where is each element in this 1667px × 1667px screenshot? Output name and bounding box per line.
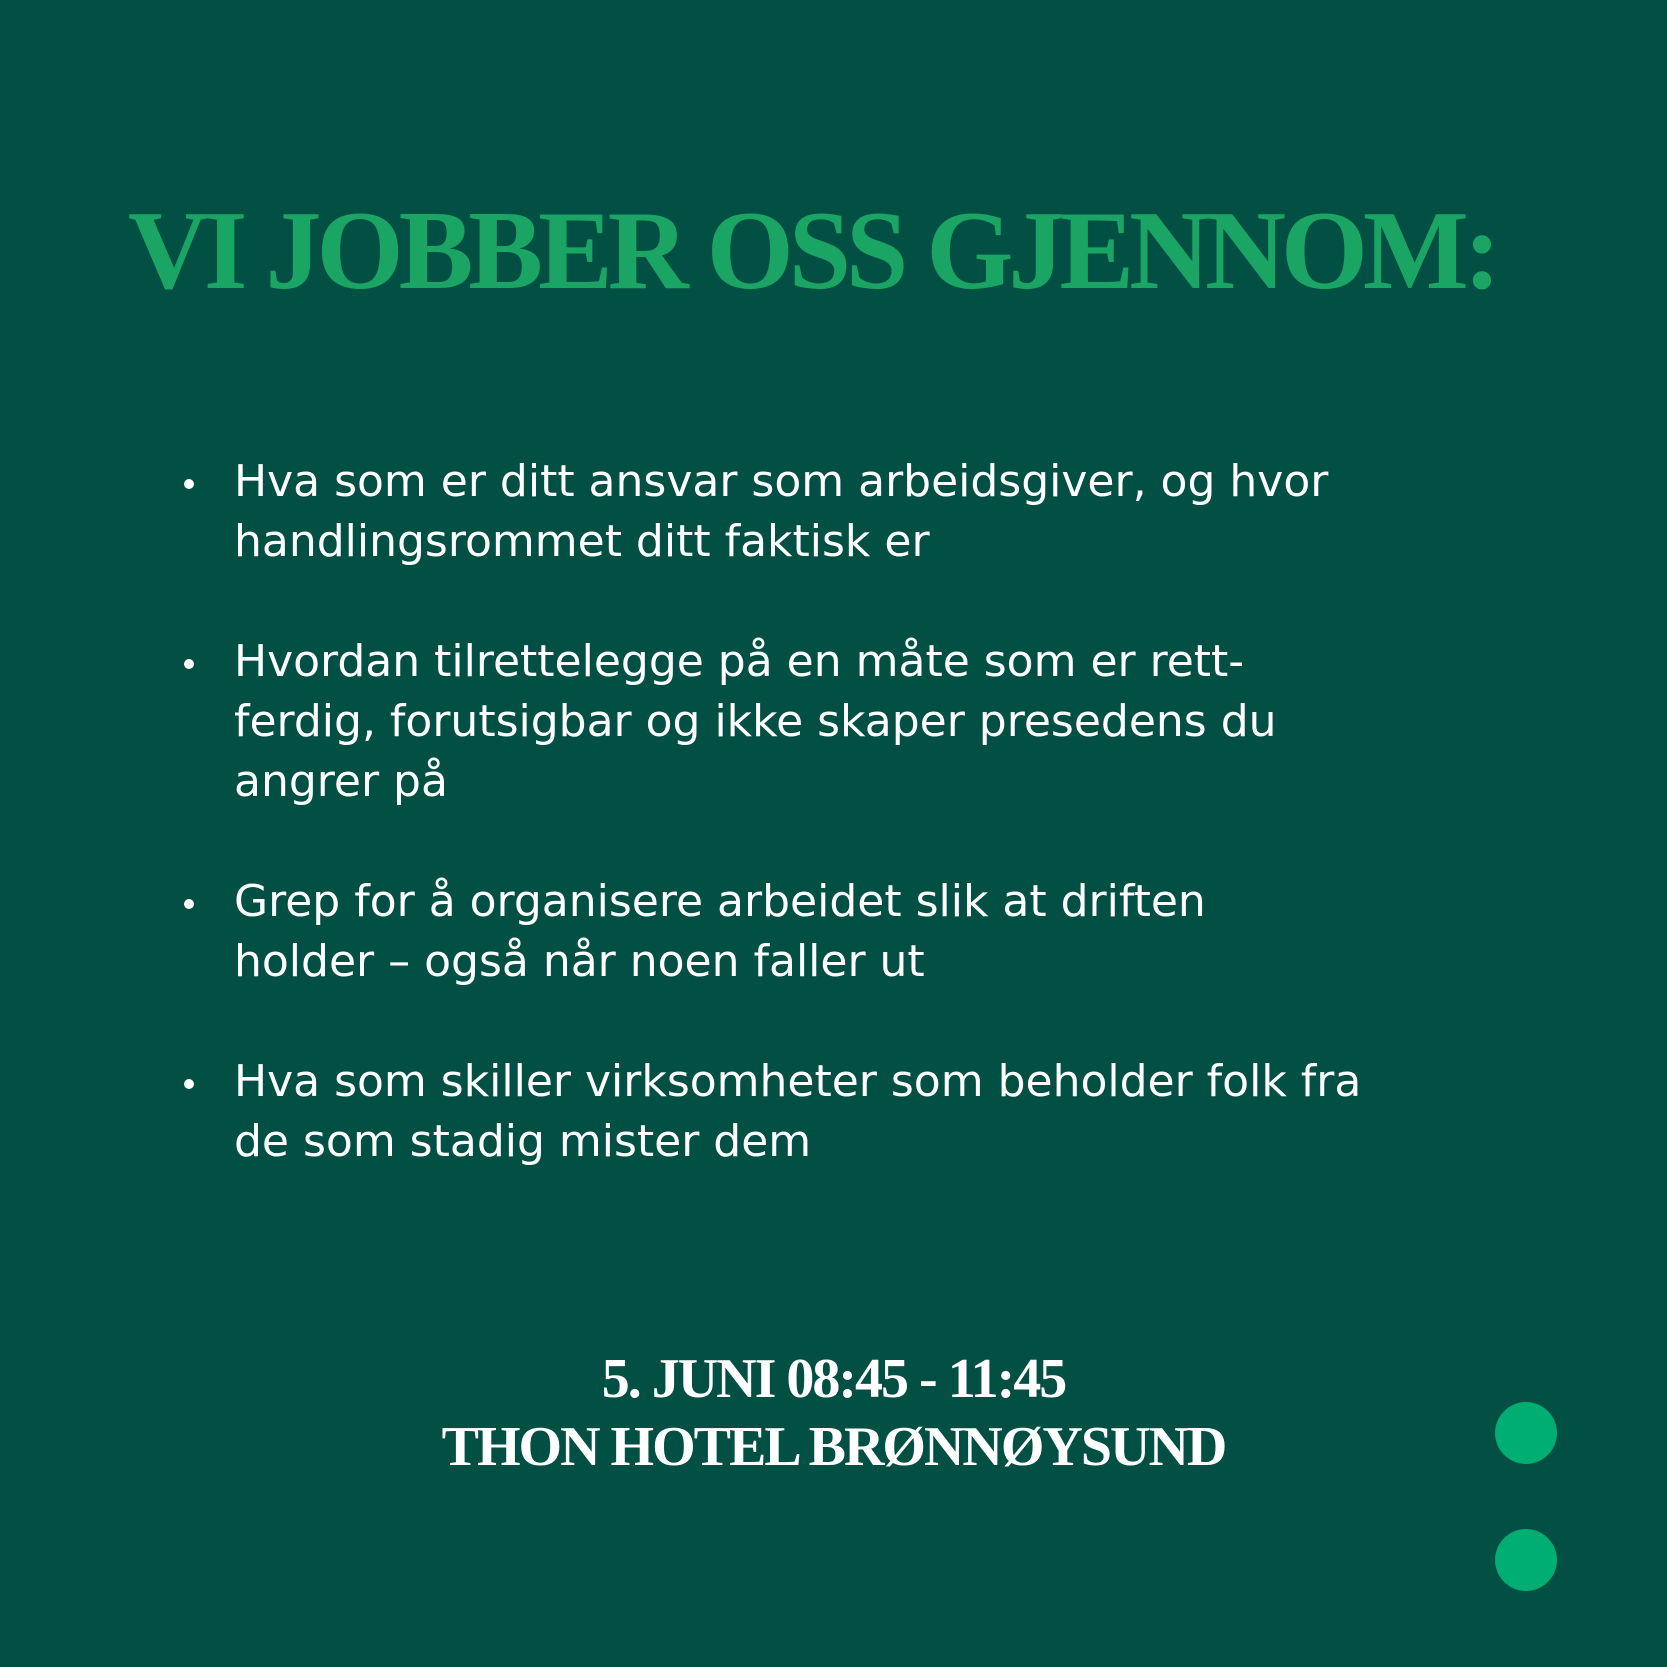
list-item xyxy=(180,452,1510,572)
list-item-line: Hva som skiller virksomheter som beholder folk fra xyxy=(234,1056,1362,1107)
event-date-time: 5. JUNI 08:45 - 11:45 xyxy=(601,1348,1066,1410)
page-heading: VI JOBBER OSS GJENNOM: xyxy=(128,189,1496,313)
list-item-line: Hva som er ditt ansvar som arbeidsgiver, og hvor xyxy=(234,456,1329,507)
list-item-line: angrer på xyxy=(234,756,448,807)
decorative-dot-icon xyxy=(1495,1402,1557,1464)
event-info xyxy=(0,1345,1667,1481)
list-item-line: Hvordan tilrettelegge på en måte som er rett- xyxy=(234,636,1245,687)
list-item-line: de som stadig mister dem xyxy=(234,1116,812,1167)
bullet-icon xyxy=(184,1079,194,1089)
bullet-icon xyxy=(184,899,194,909)
decorative-dot-icon xyxy=(1495,1529,1557,1591)
topic-list xyxy=(180,452,1510,1232)
list-item-line: handlingsrommet ditt faktisk er xyxy=(234,516,930,567)
bullet-icon xyxy=(184,659,194,669)
list-item xyxy=(180,632,1510,812)
list-item xyxy=(180,872,1510,992)
event-venue: THON HOTEL BRØNNØYSUND xyxy=(441,1416,1226,1478)
list-item-line: ferdig, forutsigbar og ikke skaper presedens du xyxy=(234,696,1277,747)
bullet-icon xyxy=(184,479,194,489)
list-item-line: holder – også når noen faller ut xyxy=(234,936,925,987)
list-item-line: Grep for å organisere arbeidet slik at driften xyxy=(234,876,1206,927)
list-item xyxy=(180,1052,1510,1172)
